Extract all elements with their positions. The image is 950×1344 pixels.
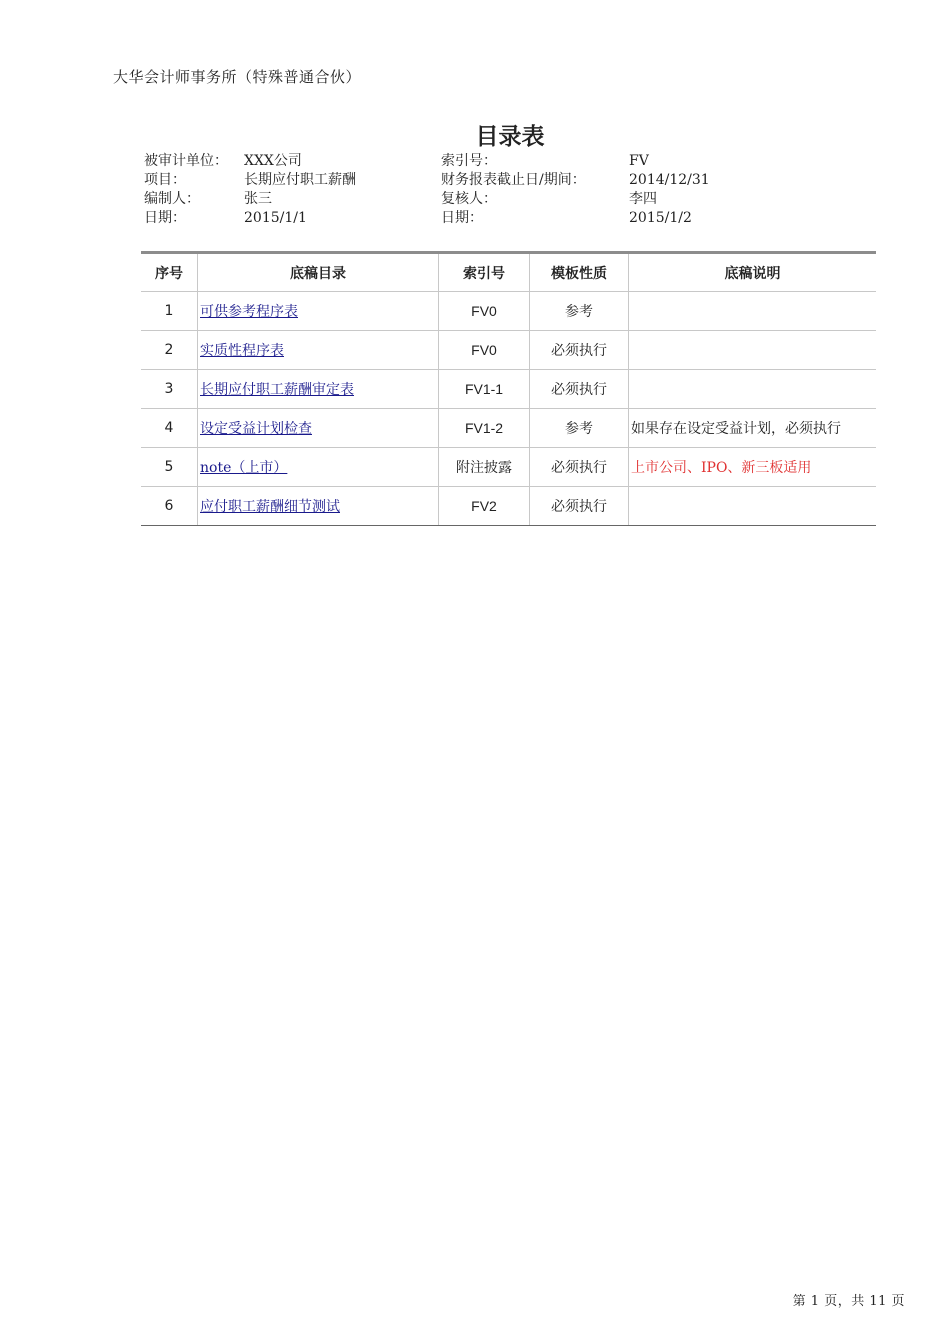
row-note — [629, 292, 877, 331]
row-index: FV1-1 — [439, 370, 530, 409]
meta-row-date — [144, 209, 904, 228]
firm-name: 大华会计师事务所（特殊普通合伙） — [113, 68, 362, 86]
table-row — [141, 487, 876, 526]
row-type: 参考 — [530, 292, 629, 331]
meta-row-preparer — [144, 190, 904, 209]
table-row — [141, 448, 876, 487]
reviewer-label: 复核人： — [441, 191, 497, 207]
table-header-row — [141, 253, 876, 292]
row-index: FV2 — [439, 487, 530, 526]
row-index: FV0 — [439, 331, 530, 370]
table-row — [141, 331, 876, 370]
index-value: FV — [629, 153, 649, 169]
directory-table — [141, 251, 876, 526]
row-no: 1 — [141, 292, 198, 331]
header-type: 模板性质 — [530, 253, 629, 292]
reviewer-value: 李四 — [629, 191, 657, 207]
row-type: 参考 — [530, 409, 629, 448]
table-row — [141, 409, 876, 448]
row-note — [629, 370, 877, 409]
preparer-value: 张三 — [244, 191, 272, 207]
row-no: 4 — [141, 409, 198, 448]
row-no: 2 — [141, 331, 198, 370]
review-date-value: 2015/1/2 — [629, 210, 692, 226]
table-row — [141, 370, 876, 409]
meta-row-item — [144, 171, 904, 190]
index-label: 索引号： — [441, 153, 497, 169]
workpaper-link[interactable]: 长期应付职工薪酬审定表 — [200, 382, 354, 398]
auditee-label: 被审计单位： — [144, 153, 228, 169]
row-note: 如果存在设定受益计划，必须执行 — [629, 409, 877, 448]
workpaper-link[interactable]: 可供参考程序表 — [200, 304, 298, 320]
review-date-label: 日期： — [441, 210, 483, 226]
header-name: 底稿目录 — [198, 253, 439, 292]
row-type: 必须执行 — [530, 331, 629, 370]
period-value: 2014/12/31 — [629, 172, 710, 188]
workpaper-link[interactable]: 应付职工薪酬细节测试 — [200, 499, 340, 515]
meta-row-auditee — [144, 152, 904, 171]
row-type: 必须执行 — [530, 487, 629, 526]
header-no: 序号 — [141, 253, 198, 292]
header-index: 索引号 — [439, 253, 530, 292]
row-no: 6 — [141, 487, 198, 526]
preparer-label: 编制人： — [144, 191, 200, 207]
item-label: 项目： — [144, 172, 186, 188]
prep-date-value: 2015/1/1 — [244, 210, 307, 226]
period-label: 财务报表截止日/期间： — [441, 172, 586, 188]
table-row — [141, 292, 876, 331]
row-type: 必须执行 — [530, 370, 629, 409]
workpaper-link[interactable]: 设定受益计划检查 — [200, 421, 312, 437]
row-note-highlight: 上市公司、IPO、新三板适用 — [629, 448, 877, 487]
page-footer: 第 1 页，共 11 页 — [792, 1294, 905, 1309]
item-value: 长期应付职工薪酬 — [244, 172, 356, 188]
row-no: 5 — [141, 448, 198, 487]
workpaper-link[interactable]: 实质性程序表 — [200, 343, 284, 359]
auditee-value: XXX公司 — [244, 153, 302, 169]
row-index: FV0 — [439, 292, 530, 331]
row-no: 3 — [141, 370, 198, 409]
row-note — [629, 487, 877, 526]
prep-date-label: 日期： — [144, 210, 186, 226]
document-meta — [144, 152, 904, 228]
page-title: 目录表 — [475, 124, 545, 150]
row-note — [629, 331, 877, 370]
row-type: 必须执行 — [530, 448, 629, 487]
workpaper-link[interactable]: note（上市） — [200, 460, 288, 476]
row-index: FV1-2 — [439, 409, 530, 448]
header-note: 底稿说明 — [629, 253, 877, 292]
row-index: 附注披露 — [439, 448, 530, 487]
